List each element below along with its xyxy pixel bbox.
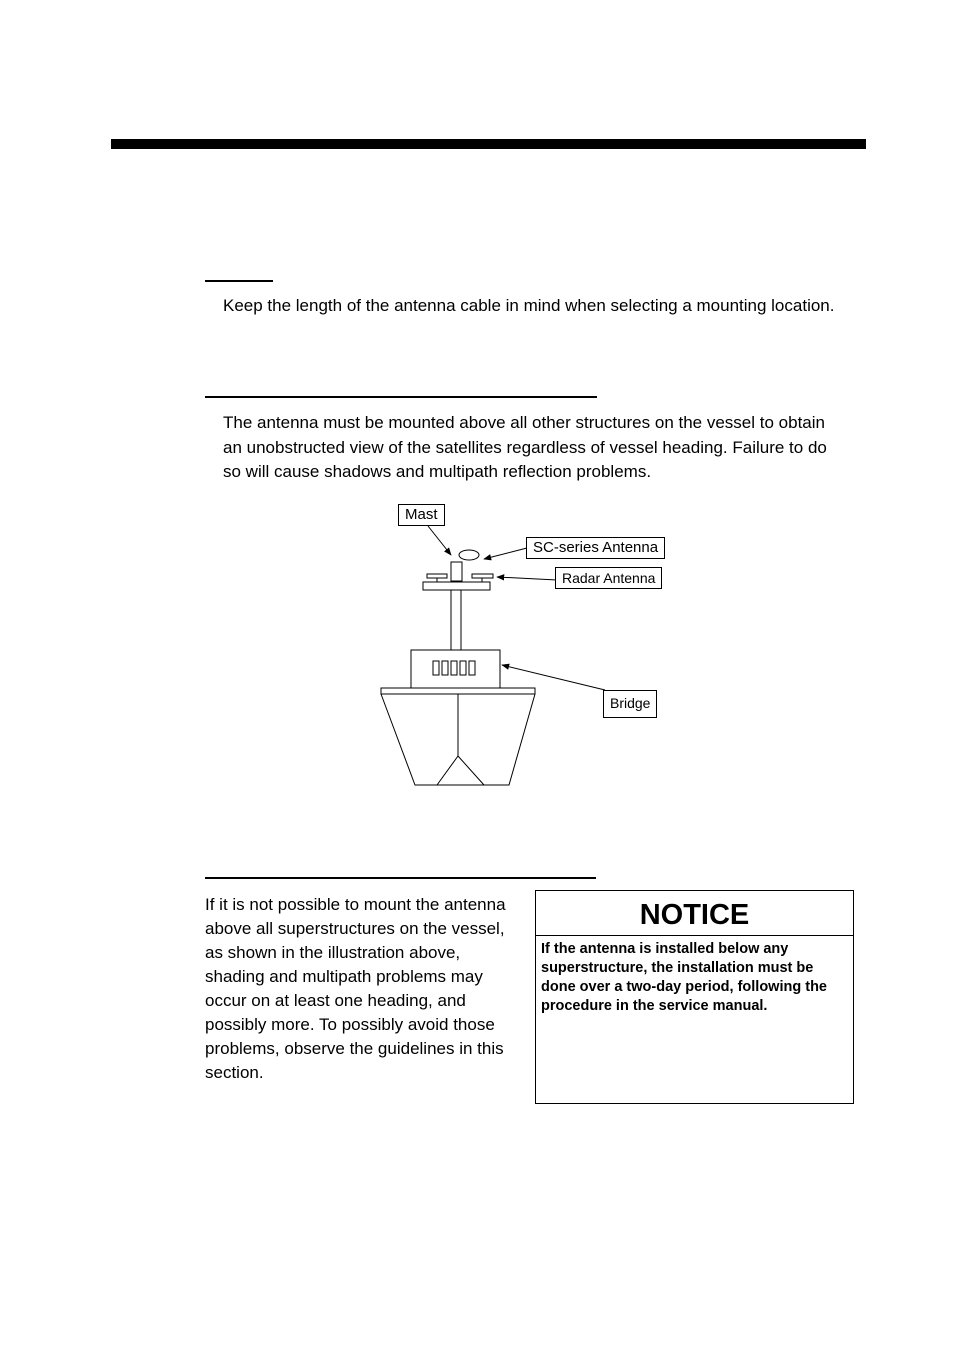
platform <box>423 582 490 590</box>
notice-body: If the antenna is installed below any superstructure, the installation must be done over a two-day period, following the procedure in the service manual. <box>541 941 827 1014</box>
radar-antenna-left <box>427 574 447 578</box>
radar-antenna-arrow <box>497 577 557 580</box>
sc-antenna-arrow <box>484 548 527 559</box>
notice-title: NOTICE <box>536 891 853 936</box>
sc-antenna-dome <box>459 550 479 560</box>
section3-paragraph: If it is not possible to mount the antenna above all superstructures on the vessel, as shown in the illustration above, shading and multipath problems may occur on at least one heading, and possibly more. To possibly avoid those problems, observe the guidelines in this section. <box>205 895 506 1082</box>
radar-antenna-label: Radar Antenna <box>555 567 662 589</box>
section2-paragraph: The antenna must be mounted above all other structures on the vessel to obtain an unobstructed view of the satellites regardless of vessel heading. Failure to do so will cause shadows and multipath reflection problems. <box>223 413 827 481</box>
bridge-house <box>411 650 500 688</box>
bridge-label: Bridge <box>603 690 657 718</box>
hull-keel <box>437 694 484 785</box>
section1-paragraph: Keep the length of the antenna cable in mind when selecting a mounting location. <box>223 296 835 315</box>
bridge-arrow <box>502 665 605 690</box>
section3-heading-rule <box>205 877 596 879</box>
sc-antenna-label: SC-series Antenna <box>526 537 665 559</box>
radar-antenna-right <box>472 574 493 578</box>
mast-top <box>451 562 462 581</box>
notice-box <box>535 890 854 1104</box>
mast-label: Mast <box>398 504 445 526</box>
deck <box>381 688 535 694</box>
mast-arrow <box>428 526 451 555</box>
mast-pole <box>451 590 461 650</box>
